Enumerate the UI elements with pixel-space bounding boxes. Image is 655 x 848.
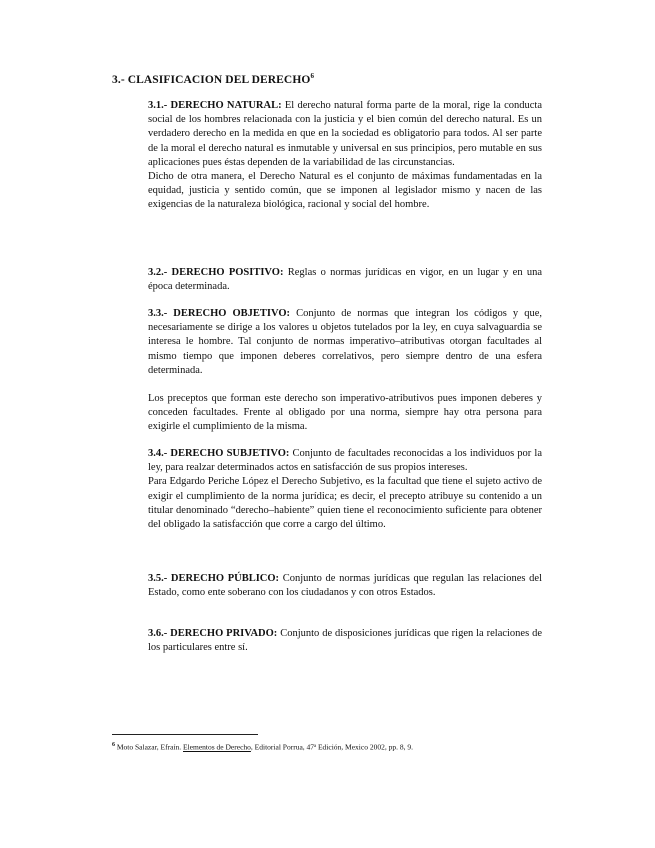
section-heading xyxy=(112,72,314,86)
section-body: Los preceptos que forman este derecho son imperativo-atributivos pues imponen deberes y conceden facultades. Frente al obligado por una norma, siempre hay otra persona para exigirle el cumplimiento de la misma. xyxy=(148,393,542,433)
footnote-book-title: Elementos de Derecho xyxy=(183,742,251,752)
section-title: 3.1.- DERECHO NATURAL: xyxy=(148,100,282,111)
section-body: Reglas o normas jurídicas en vigor, en un lugar y en una época determinada. xyxy=(148,267,543,293)
footnote-publication: , Editorial Porrua, 47ª Edición, Mexico 2002, pp. 8, 9. xyxy=(250,742,413,752)
section-body: Conjunto de facultades reconocidas a los individuos por la ley, para realzar determinados actos en satisfacción de sus propios intereses. xyxy=(148,448,542,474)
section-derecho-subjetivo xyxy=(148,447,542,532)
footnote-separator xyxy=(112,734,258,735)
section-body: Conjunto de normas que integran los códigos y que, necesariamente se dirige a los valores u objetos tutelados por la ley, en cuya salvaguardia se interesa le hombre. Tal conjunto de normas imperativo–atributivas otorgan facultades al mismo tiempo que imponen deberes correlativos, pero siempre dentro de una esfera determinada. xyxy=(148,308,542,376)
section-body: Conjunto de disposiciones jurídicas que rigen la relaciones de los particulares entre sí. xyxy=(148,628,542,654)
section-title: 3.5.- DERECHO PÚBLICO: xyxy=(148,573,280,584)
section-derecho-natural xyxy=(148,99,542,213)
section-body: Conjunto de normas jurídicas que regulan las relaciones del Estado, como ente soberano con los ciudadanos y con otros Estados. xyxy=(148,573,542,599)
footnote-number: 6 xyxy=(112,742,115,748)
section-title: 3.2.- DERECHO POSITIVO: xyxy=(148,267,284,278)
footnote-author: Moto Salazar, Efraín. xyxy=(116,742,182,752)
section-body: Para Edgardo Periche López el Derecho Subjetivo, es la facultad que tiene el sujeto activo de exigir el cumplimiento de la norma jurídica; es decir, el precepto atribuye su contenido a un titular denominado “derecho–habiente” quien tiene el reconocimiento suficiente para obtener del obligado la satisfacción que corre a cargo del último. xyxy=(148,476,542,531)
section-derecho-objetivo xyxy=(148,307,542,435)
footnote-reference: 6 xyxy=(310,72,315,80)
section-derecho-publico xyxy=(148,572,542,600)
section-title: 3.4.- DERECHO SUBJETIVO: xyxy=(148,448,290,459)
section-derecho-positivo xyxy=(148,266,542,294)
section-title: 3.3.- DERECHO OBJETIVO: xyxy=(148,308,291,319)
section-title: 3.6.- DERECHO PRIVADO: xyxy=(148,628,278,639)
footnote xyxy=(112,740,532,753)
section-derecho-privado xyxy=(148,627,542,655)
heading-text: 3.- CLASIFICACION DEL DERECHO xyxy=(112,73,311,86)
section-body: Dicho de otra manera, el Derecho Natural es el conjunto de máximas fundamentadas en la equidad, justicia y sentido común, que se imponen al legislador mismo y nacen de las exigencias de la naturaleza biológica, racional y social del hombre. xyxy=(148,171,542,211)
section-body: El derecho natural forma parte de la moral, rige la conducta social de los hombres relacionada con la justicia y el bien común del derecho natural. Es un verdadero derecho en la medida en que en la sociedad es obligatorio para todos. Al ser parte de la moral el derecho natural es inmutable y universal en sus principios, pero mutable en sus aplicaciones pues éstas dependen de la variabilidad de las circunstancias. xyxy=(148,100,543,168)
